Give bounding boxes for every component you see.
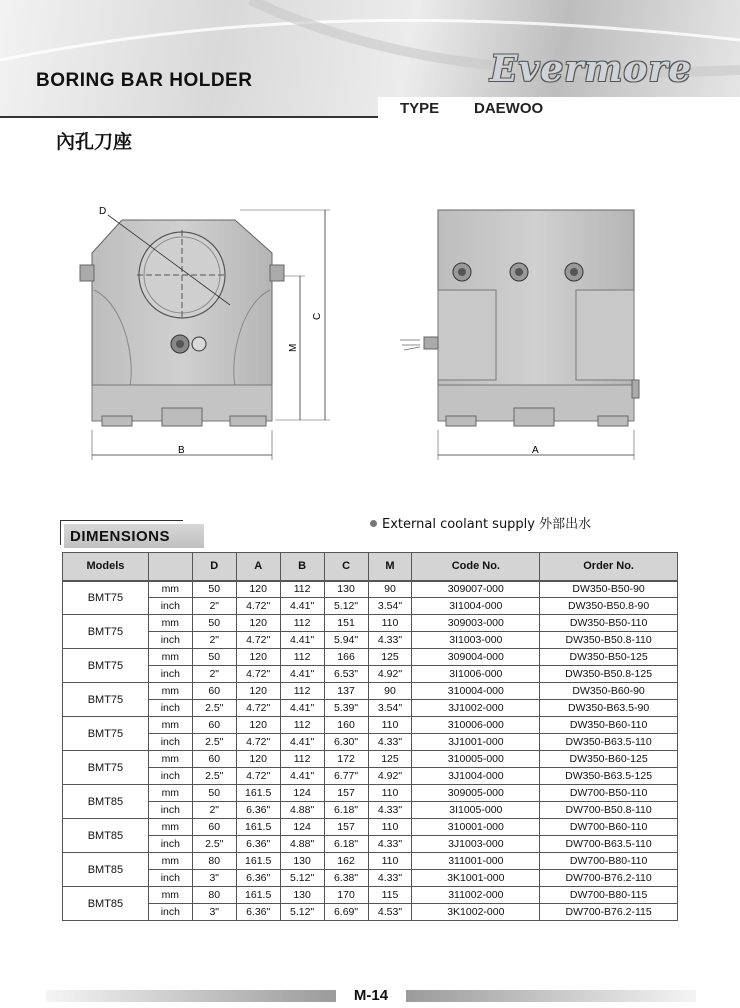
table-cell: 5.94" [324,632,368,649]
table-cell: DW350-B60-125 [540,751,678,768]
table-cell: 110 [368,785,412,802]
page-title: BORING BAR HOLDER [36,70,253,91]
table-cell: 6.36" [236,836,280,853]
table-row [63,717,678,734]
table-row [63,734,678,751]
table-cell: 6.36" [236,802,280,819]
table-cell: DW700-B63.5-110 [540,836,678,853]
table-row [63,666,678,683]
table-cell: DW700-B80-110 [540,853,678,870]
column-header: C [324,553,368,581]
model-cell: BMT75 [63,649,149,683]
table-cell: 110 [368,819,412,836]
model-cell: BMT75 [63,717,149,751]
type-label: TYPE [400,100,440,117]
table-cell: 2.5" [192,836,236,853]
label-c: C [312,312,323,320]
table-cell: DW350-B63.5-110 [540,734,678,751]
table-cell: 2" [192,598,236,615]
table-cell: 5.12" [280,870,324,887]
table-cell: 160 [324,717,368,734]
table-cell: DW350-B50-125 [540,649,678,666]
table-cell: 161.5 [236,853,280,870]
table-cell: 4.41" [280,666,324,683]
table-cell: 161.5 [236,819,280,836]
table-cell: inch [148,836,192,853]
table-cell: DW350-B60-90 [540,683,678,700]
table-cell: inch [148,870,192,887]
table-cell: 5.12" [324,598,368,615]
table-row [63,802,678,819]
brand-logo: Evermore [490,48,693,90]
table-cell: 166 [324,649,368,666]
table-cell: 50 [192,581,236,598]
model-cell: BMT85 [63,819,149,853]
table-cell: 310006-000 [412,717,540,734]
table-cell: 162 [324,853,368,870]
table-cell: 3I1003-000 [412,632,540,649]
table-cell: 90 [368,581,412,598]
column-header: M [368,553,412,581]
table-cell: 3J1001-000 [412,734,540,751]
table-cell: DW700-B76.2-115 [540,904,678,921]
table-cell: 4.33" [368,836,412,853]
table-cell: inch [148,632,192,649]
table-cell: 60 [192,683,236,700]
table-cell: DW350-B50-110 [540,615,678,632]
column-header: Code No. [412,553,540,581]
table-cell: DW700-B60-110 [540,819,678,836]
table-cell: 4.92" [368,666,412,683]
table-cell: 310005-000 [412,751,540,768]
label-d: D [99,206,107,217]
table-cell: DW700-B50-110 [540,785,678,802]
table-cell: 112 [280,717,324,734]
table-cell: 6.36" [236,904,280,921]
table-row [63,632,678,649]
table-cell: 4.88" [280,802,324,819]
table-row [63,581,678,598]
table-header-row [63,553,678,581]
model-cell: BMT75 [63,581,149,615]
table-cell: 4.72" [236,632,280,649]
table-row [63,768,678,785]
table-cell: 137 [324,683,368,700]
table-cell: mm [148,649,192,666]
table-cell: 4.41" [280,632,324,649]
table-cell: mm [148,683,192,700]
table-row [63,887,678,904]
table-cell: 2.5" [192,734,236,751]
table-cell: 157 [324,785,368,802]
table-cell: mm [148,615,192,632]
table-body [63,581,678,921]
table-cell: 80 [192,853,236,870]
label-b: B [178,445,185,456]
table-cell: 3I1006-000 [412,666,540,683]
table-cell: DW350-B50.8-110 [540,632,678,649]
table-cell: 3K1002-000 [412,904,540,921]
coolant-note [370,513,591,532]
table-cell: 6.38" [324,870,368,887]
front-view [80,210,330,460]
table-row [63,785,678,802]
model-cell: BMT85 [63,887,149,921]
table-cell: 6.30" [324,734,368,751]
chinese-subtitle: 內孔刀座 [56,131,133,153]
table-row [63,751,678,768]
table-cell: 120 [236,615,280,632]
table-row [63,615,678,632]
table-cell: inch [148,734,192,751]
model-cell: BMT75 [63,751,149,785]
type-value: DAEWOO [474,100,544,117]
table-cell: mm [148,751,192,768]
column-header: A [236,553,280,581]
table-cell: 130 [324,581,368,598]
table-cell: 112 [280,615,324,632]
table-cell: 5.12" [280,904,324,921]
table-cell: 2.5" [192,768,236,785]
table-cell: 125 [368,649,412,666]
table-cell: 309003-000 [412,615,540,632]
table-cell: 3J1003-000 [412,836,540,853]
table-cell: 4.72" [236,768,280,785]
column-header: D [192,553,236,581]
table-row [63,904,678,921]
side-view [400,210,639,460]
table-cell: DW350-B50.8-125 [540,666,678,683]
column-header: Models [63,553,149,581]
table-cell: 157 [324,819,368,836]
table-cell: 50 [192,785,236,802]
table-cell: 124 [280,785,324,802]
table-cell: 120 [236,751,280,768]
table-cell: mm [148,581,192,598]
table-cell: 90 [368,683,412,700]
bullet-icon [370,520,377,527]
table-cell: 2" [192,802,236,819]
table-cell: 3" [192,870,236,887]
table-cell: 60 [192,819,236,836]
table-cell: 6.69" [324,904,368,921]
column-header: B [280,553,324,581]
table-cell: 4.72" [236,734,280,751]
table-cell: 110 [368,853,412,870]
table-cell: 311002-000 [412,887,540,904]
table-cell: 161.5 [236,887,280,904]
table-cell: 310001-000 [412,819,540,836]
table-cell: DW350-B60-110 [540,717,678,734]
table-cell: 151 [324,615,368,632]
table-cell: 130 [280,853,324,870]
table-cell: 4.33" [368,870,412,887]
table-cell: 60 [192,717,236,734]
table-cell: 4.88" [280,836,324,853]
table-cell: 4.72" [236,666,280,683]
table-cell: inch [148,598,192,615]
table-cell: inch [148,904,192,921]
table-row [63,700,678,717]
table-row [63,683,678,700]
table-cell: 50 [192,615,236,632]
table-cell: 6.36" [236,870,280,887]
table-cell: inch [148,768,192,785]
table-cell: inch [148,666,192,683]
table-cell: 3.54" [368,598,412,615]
table-cell: 120 [236,717,280,734]
table-row [63,598,678,615]
table-cell: 6.18" [324,836,368,853]
table-cell: 170 [324,887,368,904]
table-cell: 4.72" [236,700,280,717]
table-cell: mm [148,819,192,836]
table-cell: 311001-000 [412,853,540,870]
table-cell: 309005-000 [412,785,540,802]
table-cell: 120 [236,581,280,598]
table-row [63,836,678,853]
model-cell: BMT75 [63,615,149,649]
table-cell: 4.33" [368,632,412,649]
table-row [63,853,678,870]
table-cell: 5.39" [324,700,368,717]
table-cell: 112 [280,751,324,768]
model-cell: BMT85 [63,785,149,819]
column-header [148,553,192,581]
dimensions-table [62,552,678,921]
table-cell: mm [148,785,192,802]
table-cell: DW700-B50.8-110 [540,802,678,819]
table-cell: 2.5" [192,700,236,717]
table-cell: 3.54" [368,700,412,717]
table-cell: 4.92" [368,768,412,785]
table-cell: 2" [192,666,236,683]
table-cell: 3" [192,904,236,921]
table-cell: 120 [236,683,280,700]
table-cell: 125 [368,751,412,768]
column-header: Order No. [540,553,678,581]
table-cell: 3J1002-000 [412,700,540,717]
table-cell: 110 [368,615,412,632]
table-row [63,870,678,887]
table-cell: 4.33" [368,734,412,751]
label-a: A [532,445,539,456]
table-cell: 6.77" [324,768,368,785]
table-cell: 110 [368,717,412,734]
table-cell: 120 [236,649,280,666]
table-cell: 80 [192,887,236,904]
table-cell: 161.5 [236,785,280,802]
table-cell: mm [148,887,192,904]
table-cell: 112 [280,649,324,666]
table-cell: 3I1005-000 [412,802,540,819]
table-cell: DW350-B50-90 [540,581,678,598]
table-row [63,819,678,836]
coolant-note-text: External coolant supply 外部出水 [382,517,592,532]
table-cell: DW350-B63.5-90 [540,700,678,717]
table-cell: 309007-000 [412,581,540,598]
table-cell: 60 [192,751,236,768]
table-cell: mm [148,853,192,870]
table-cell: 4.33" [368,802,412,819]
label-m: M [288,343,299,352]
table-row [63,649,678,666]
table-cell: DW350-B50.8-90 [540,598,678,615]
table-cell: DW350-B63.5-125 [540,768,678,785]
dimensions-title: DIMENSIONS [64,524,204,548]
table-cell: DW700-B76.2-110 [540,870,678,887]
table-cell: 112 [280,581,324,598]
table-cell: 172 [324,751,368,768]
table-cell: 3J1004-000 [412,768,540,785]
table-cell: 309004-000 [412,649,540,666]
page-number: M-14 [336,985,406,1008]
table-cell: inch [148,802,192,819]
table-cell: 112 [280,683,324,700]
table-cell: 4.41" [280,700,324,717]
table-cell: DW700-B80-115 [540,887,678,904]
table-cell: 130 [280,887,324,904]
table-cell: 6.53" [324,666,368,683]
table-cell: 4.41" [280,768,324,785]
table-cell: 6.18" [324,802,368,819]
table-cell: 4.41" [280,598,324,615]
table-cell: 124 [280,819,324,836]
table-cell: 4.53" [368,904,412,921]
model-cell: BMT85 [63,853,149,887]
table-cell: 50 [192,649,236,666]
table-cell: 3I1004-000 [412,598,540,615]
model-cell: BMT75 [63,683,149,717]
table-cell: 4.72" [236,598,280,615]
table-cell: mm [148,717,192,734]
table-cell: inch [148,700,192,717]
technical-drawing [0,190,740,470]
table-cell: 3K1001-000 [412,870,540,887]
table-cell: 2" [192,632,236,649]
table-cell: 115 [368,887,412,904]
table-cell: 310004-000 [412,683,540,700]
table-cell: 4.41" [280,734,324,751]
